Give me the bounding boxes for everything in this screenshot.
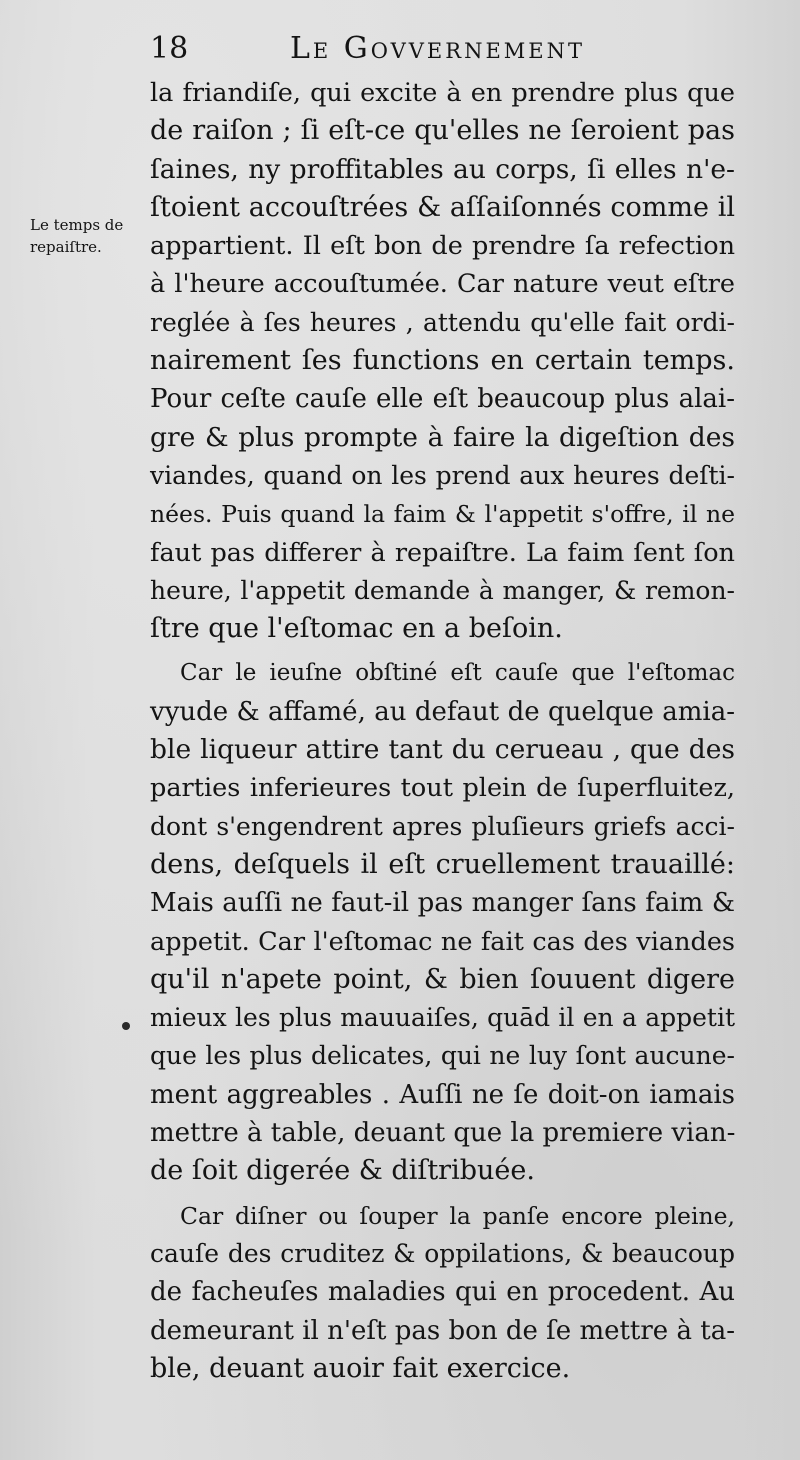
text-line: dont s'engendrent apres pluſieurs griefs acci-: [150, 811, 735, 841]
text-line: dens, deſquels il eſt cruellement trauaillé:: [150, 848, 735, 880]
text-line: mettre à table, deuant que la premiere vian-: [150, 1118, 736, 1149]
text-line: nairement ſes functions en certain temps.: [150, 345, 735, 377]
text-line: demeurant il n'eſt pas bon de ſe mettre à ta-: [150, 1315, 735, 1346]
text-line: Mais auſſi ne faut-il pas manger ſans faim &: [150, 888, 735, 919]
text-line: la friandiſe, qui excite à en prendre plus que: [150, 78, 735, 108]
text-line: reglée à ſes heures , attendu qu'elle fait ordi-: [150, 307, 735, 337]
margin-note-line: Le temps de: [30, 216, 124, 234]
text-line: Car le ieuſne obſtiné eſt cauſe que l'eſtomac: [180, 660, 735, 687]
margin-note: [30, 214, 148, 258]
text-line: ble liqueur attire tant du cerueau , que des: [150, 734, 735, 766]
page-number: 18: [150, 31, 189, 66]
text-line: ſaines, ny proffitables au corps, ſi elles n'e-: [150, 153, 735, 185]
text-line: Car diſner ou ſouper la panſe encore pleine,: [180, 1201, 735, 1230]
margin-note-line: repaiſtre.: [30, 238, 102, 256]
text-line: faut pas differer à repaiſtre. La faim ſent ſon: [150, 537, 735, 568]
text-line: à l'heure accouſtumée. Car nature veut eſtre: [150, 269, 735, 300]
text-line: mieux les plus mauuaiſes, quād il en a appetit: [150, 1003, 735, 1033]
text-line: viandes, quand on les prend aux heures deſti-: [150, 460, 735, 490]
text-line: ſtoient accouſtrées & aſſaiſonnés comme il: [150, 191, 735, 223]
text-line: nées. Puis quand la faim & l'appetit s'offre, il ne: [150, 500, 735, 529]
text-line: Pour ceſte cauſe elle eſt beaucoup plus alai-: [150, 384, 735, 415]
text-line: de facheuſes maladies qui en procedent. Au: [150, 1277, 735, 1308]
running-head: Le Govvernement: [290, 31, 585, 66]
text-line: appartient. Il eſt bon de prendre ſa refection: [150, 231, 735, 262]
text-line: de ſoit digerée & diſtribuée.: [150, 1155, 535, 1187]
text-line: de raiſon ; ſi eſt-ce qu'elles ne ſeroient pas: [150, 115, 735, 147]
text-line: ble, deuant auoir fait exercice.: [150, 1352, 571, 1384]
text-line: heure, l'appetit demande à manger, & remon-: [150, 575, 735, 605]
text-line: ſtre que l'eſtomac en a beſoin.: [150, 613, 563, 645]
text-line: parties inferieures tout plein de ſuperfluitez,: [150, 773, 735, 804]
text-line: que les plus delicates, qui ne luy ſont aucune-: [150, 1041, 735, 1071]
body-text: [150, 74, 735, 1388]
text-line: appetit. Car l'eſtomac ne fait cas des viandes: [150, 926, 735, 957]
text-line: qu'il n'apete point, & bien ſouuent digere: [150, 963, 735, 995]
ink-speck: [122, 1022, 130, 1030]
text-line: vyude & affamé, au defaut de quelque amia-: [150, 696, 735, 727]
text-line: gre & plus prompte à faire la digeſtion des: [150, 421, 735, 453]
text-line: ment aggreables . Auſſi ne ſe doit-on iamais: [150, 1079, 735, 1110]
text-line: cauſe des cruditez & oppilations, & beaucoup: [150, 1238, 735, 1268]
page-header: [150, 30, 620, 70]
